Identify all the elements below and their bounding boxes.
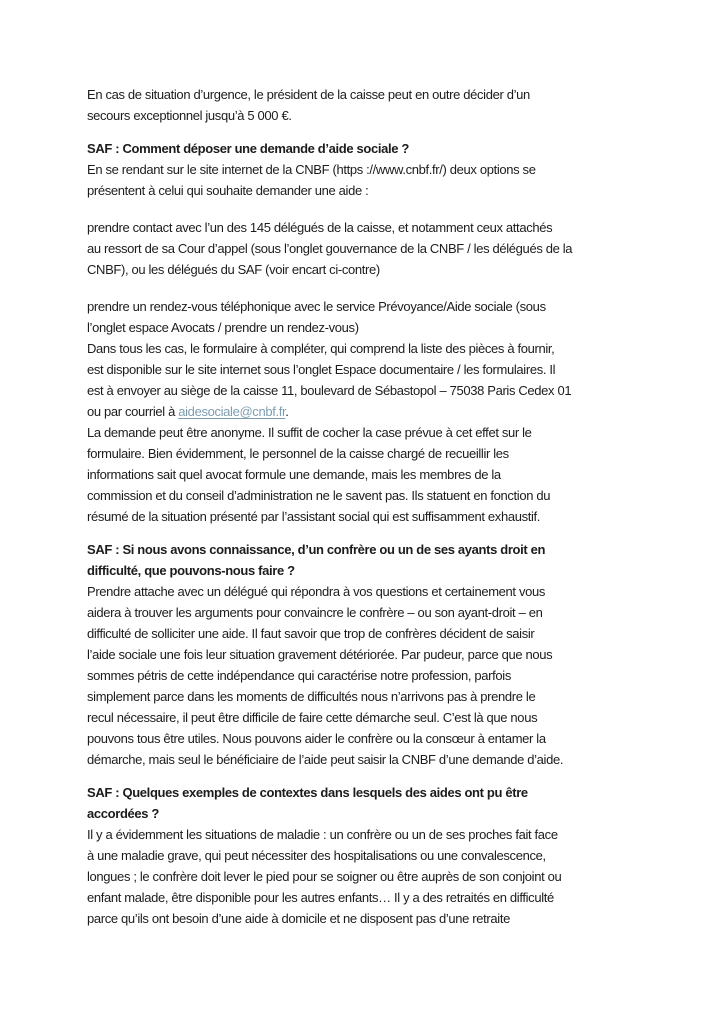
text-line: longues ; le confrère doit lever le pied pour se soigner ou être auprès de son conjoint ou (87, 869, 562, 884)
paragraph (87, 296, 724, 338)
text-line: SAF : Quelques exemples de contextes dans lesquels des aides ont pu être (87, 785, 528, 800)
text-line: résumé de la situation présenté par l’assistant social qui est suffisamment exhaustif. (87, 509, 541, 524)
text-line: prendre un rendez-vous téléphonique avec le service Prévoyance/Aide sociale (sous (87, 299, 546, 314)
paragraph (87, 217, 724, 280)
text-line: formulaire. Bien évidemment, le personnel de la caisse chargé de recueillir les (87, 446, 509, 461)
text-line: accordées ? (87, 806, 160, 821)
text-line: aidera à trouver les arguments pour convaincre le confrère – ou son ayant-droit – en (87, 605, 543, 620)
text-line: démarche, mais seul le bénéficiaire de l’aide peut saisir la CNBF d’une demande d’aide. (87, 752, 564, 767)
text-segment: . (285, 404, 289, 419)
paragraph (87, 159, 724, 201)
text-line: l’onglet espace Avocats / prendre un rendez-vous) (87, 320, 359, 335)
text-line: En cas de situation d’urgence, le président de la caisse peut en outre décider d’un (87, 87, 530, 102)
text-line: sommes pétris de cette indépendance qui caractérise notre profession, parfois (87, 668, 511, 683)
text-line: La demande peut être anonyme. Il suffit de cocher la case prévue à cet effet sur le (87, 425, 532, 440)
text-line: SAF : Comment déposer une demande d’aide sociale ? (87, 141, 410, 156)
text-line: pouvons tous être utiles. Nous pouvons aider le confrère ou la consœur à entamer la (87, 731, 546, 746)
text-line: prendre contact avec l’un des 145 délégués de la caisse, et notamment ceux attachés (87, 220, 553, 235)
text-line: difficulté de solliciter une aide. Il faut savoir que trop de confrères décident de saisir (87, 626, 535, 641)
paragraph (87, 824, 724, 929)
text-line: au ressort de sa Cour d’appel (sous l’onglet gouvernance de la CNBF / les délégués de la (87, 241, 573, 256)
text-line: à une maladie grave, qui peut nécessiter des hospitalisations ou une convalescence, (87, 848, 546, 863)
text-line: En se rendant sur le site internet de la CNBF (https ://www.cnbf.fr/) deux options se (87, 162, 536, 177)
email-link[interactable]: aidesociale@cnbf.fr (178, 404, 286, 419)
text-line: Dans tous les cas, le formulaire à compléter, qui comprend la liste des pièces à fournir, (87, 341, 555, 356)
text-line: Prendre attache avec un délégué qui répondra à vos questions et certainement vous (87, 584, 546, 599)
text-line: informations sait quel avocat formule une demande, mais les membres de la (87, 467, 501, 482)
paragraph (87, 422, 724, 527)
text-line: CNBF), ou les délégués du SAF (voir encart ci-contre) (87, 262, 380, 277)
document-body (87, 84, 724, 929)
text-line: SAF : Si nous avons connaissance, d’un confrère ou un de ses ayants droit en (87, 542, 546, 557)
text-line: simplement parce dans les moments de difficultés nous n’arrivons pas à prendre le (87, 689, 536, 704)
question-heading (87, 138, 724, 159)
text-line (87, 401, 724, 422)
text-line: est disponible sur le site internet sous l’onglet Espace documentaire / les formulaires. Il (87, 362, 556, 377)
text-line: parce qu’ils ont besoin d’une aide à domicile et ne disposent pas d’une retraite (87, 911, 510, 926)
text-segment: ou par courriel à (87, 404, 179, 419)
text-line: recul nécessaire, il peut être difficile de faire cette démarche seul. C’est là que nous (87, 710, 538, 725)
question-heading (87, 782, 724, 824)
text-line: l’aide sociale une fois leur situation gravement détériorée. Par pudeur, parce que nous (87, 647, 553, 662)
text-line: enfant malade, être disponible pour les autres enfants… Il y a des retraités en difficulté (87, 890, 554, 905)
text-line: difficulté, que pouvons-nous faire ? (87, 563, 295, 578)
text-line: Il y a évidemment les situations de maladie : un confrère ou un de ses proches fait face (87, 827, 558, 842)
paragraph (87, 581, 724, 770)
text-line: présentent à celui qui souhaite demander une aide : (87, 183, 369, 198)
text-line: est à envoyer au siège de la caisse 11, boulevard de Sébastopol – 75038 Paris Cedex 01 (87, 383, 572, 398)
text-line: secours exceptionnel jusqu’à 5 000 €. (87, 108, 292, 123)
paragraph (87, 84, 724, 126)
paragraph (87, 338, 724, 422)
text-line: commission et du conseil d’administration ne le savent pas. Ils statuent en fonction du (87, 488, 551, 503)
question-heading (87, 539, 724, 581)
